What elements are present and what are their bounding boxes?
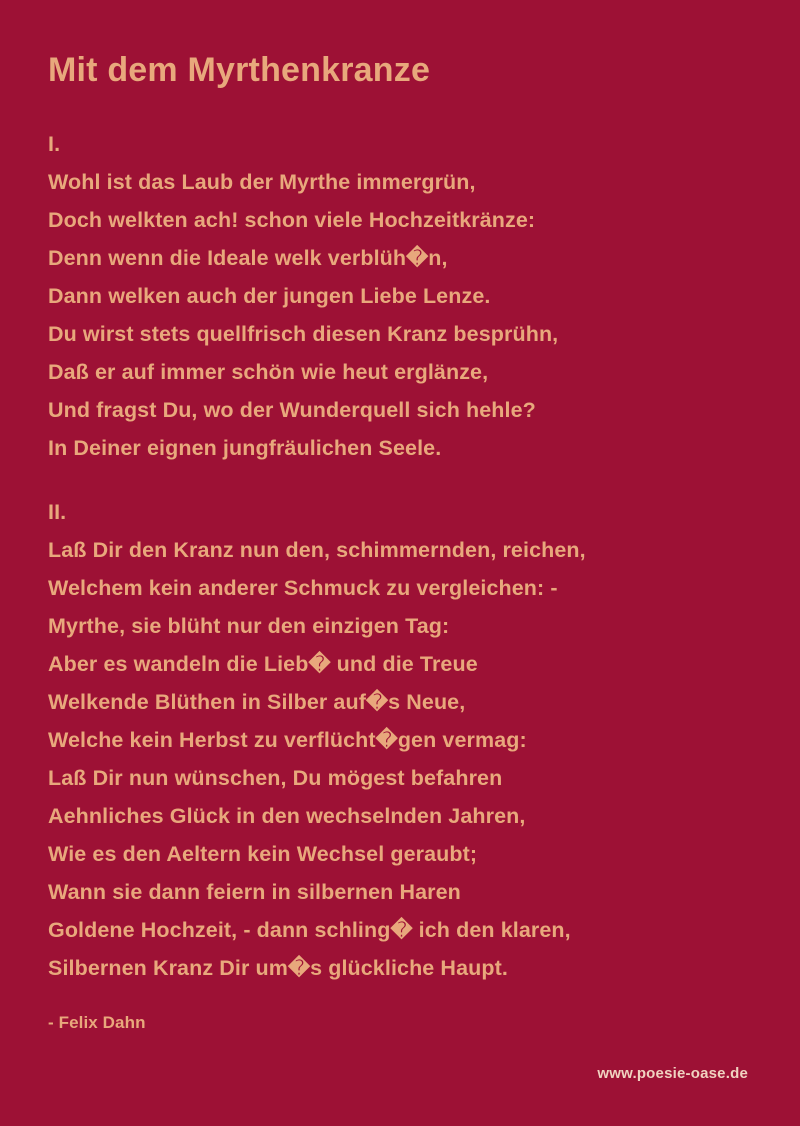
verse-line: Denn wenn die Ideale welk verblüh�n, [48, 245, 448, 270]
verse-line: Wie es den Aeltern kein Wechsel geraubt; [48, 841, 478, 866]
verse-line: Silbernen Kranz Dir um�s glückliche Haupt. [48, 955, 508, 980]
stanza-two [48, 493, 752, 987]
site-url: www.poesie-oase.de [597, 1065, 748, 1082]
verse-line: Und fragst Du, wo der Wunderquell sich hehle? [48, 397, 536, 422]
verse-line: Dann welken auch der jungen Liebe Lenze. [48, 283, 491, 308]
verse-line: Welchem kein anderer Schmuck zu vergleichen: - [48, 575, 558, 600]
verse-line: Du wirst stets quellfrisch diesen Kranz besprühn, [48, 321, 559, 346]
verse-line: Aber es wandeln die Lieb� und die Treue [48, 651, 478, 676]
verse-line: Myrthe, sie blüht nur den einzigen Tag: [48, 613, 450, 638]
poem-author: - Felix Dahn [48, 1012, 146, 1032]
verse-line: In Deiner eignen jungfräulichen Seele. [48, 435, 442, 460]
verse-line: Laß Dir nun wünschen, Du mögest befahren [48, 765, 503, 790]
stanza-number: I. [48, 131, 61, 156]
verse-line: Doch welkten ach! schon viele Hochzeitkränze: [48, 207, 536, 232]
verse-line: Welkende Blüthen in Silber auf�s Neue, [48, 689, 466, 714]
verse-line: Daß er auf immer schön wie heut erglänze, [48, 359, 489, 384]
page-title: Mit dem Myrthenkranze [48, 51, 431, 89]
verse-line: Aehnliches Glück in den wechselnden Jahren, [48, 803, 526, 828]
verse-line: Wann sie dann feiern in silbernen Haren [48, 879, 461, 904]
stanza-one [48, 125, 752, 467]
verse-line: Welche kein Herbst zu verflücht�gen vermag: [48, 727, 527, 752]
verse-line: Wohl ist das Laub der Myrthe immergrün, [48, 169, 476, 194]
verse-line: Goldene Hochzeit, - dann schling� ich den klaren, [48, 917, 571, 942]
verse-line: Laß Dir den Kranz nun den, schimmernden, reichen, [48, 537, 586, 562]
stanza-number: II. [48, 499, 67, 524]
